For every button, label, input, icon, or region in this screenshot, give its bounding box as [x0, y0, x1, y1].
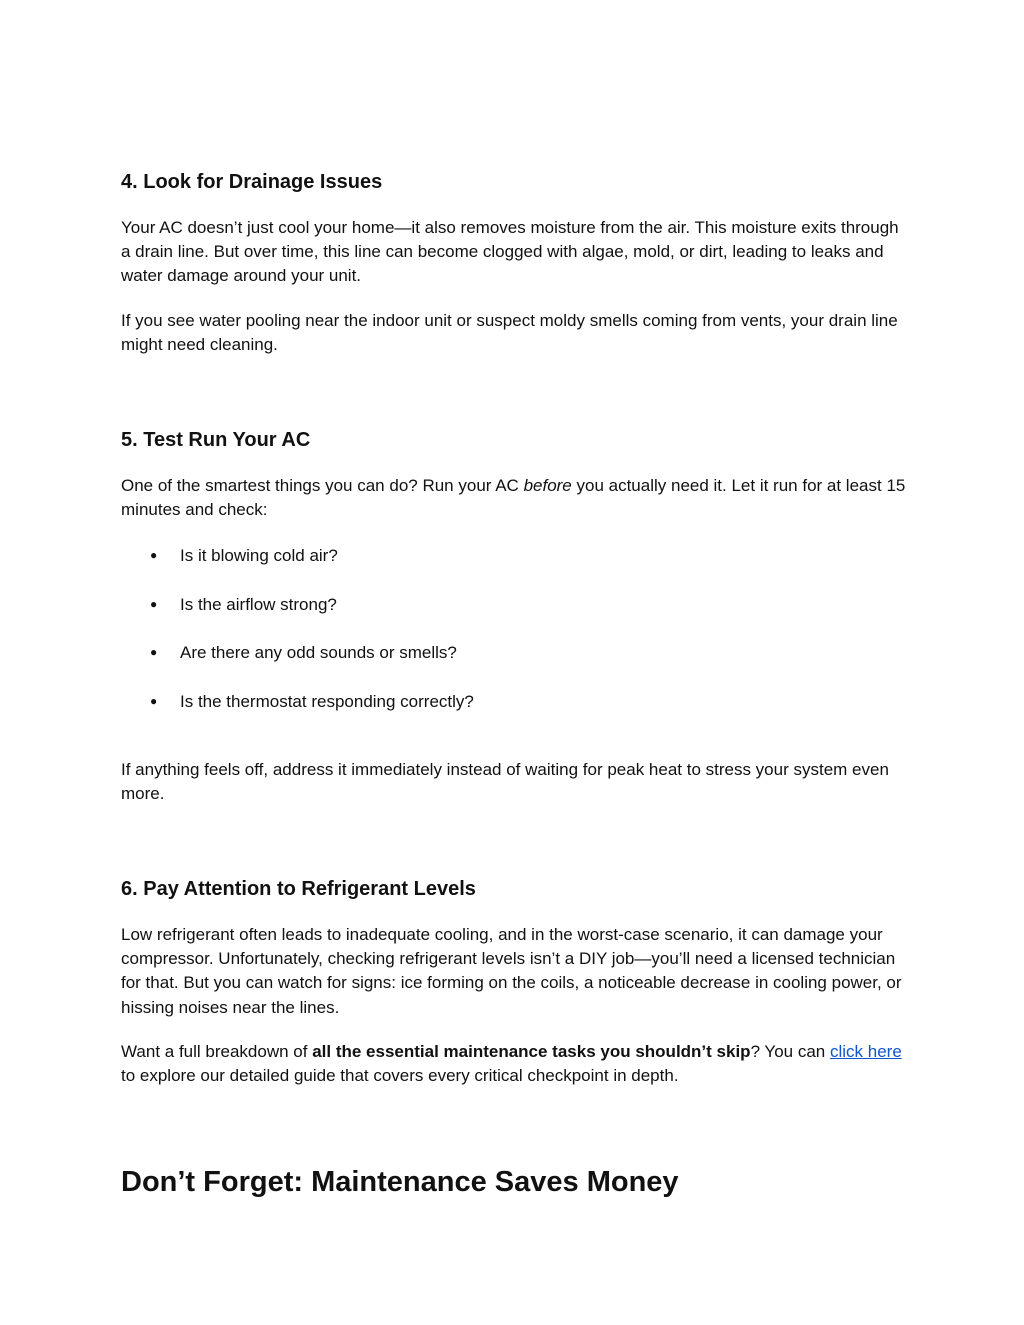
bullet-icon: ●	[150, 694, 158, 708]
checklist-item	[150, 543, 338, 568]
section-4-paragraph-1: Your AC doesn’t just cool your home—it also removes moisture from the air. This moisture exits through a drain line. But over time, this line can become clogged with algae, mold, or dirt, leading to leaks and water damage around your unit.	[121, 218, 899, 286]
click-here-link[interactable]: click here	[829, 1042, 902, 1061]
checklist-item	[150, 640, 457, 665]
section-4-paragraph-2: If you see water pooling near the indoor unit or suspect moldy smells coming from vents, your drain line might need cleaning.	[121, 311, 898, 355]
checklist-item-text: Is the thermostat responding correctly?	[180, 692, 474, 711]
section-6-paragraph-1: Low refrigerant often leads to inadequate cooling, and in the worst-case scenario, it can damage your compressor. Unfortunately, checking refrigerant levels isn’t a DIY job—you’ll need a licensed technician for that. But you can watch for signs: ice forming on the coils, a noticeable decrease in cooling power, or hissing noises near the lines.	[121, 925, 902, 1017]
section-6-p2-mid: ? You can	[750, 1042, 830, 1061]
checklist-item-text: Are there any odd sounds or smells?	[180, 643, 457, 662]
bullet-icon: ●	[150, 548, 158, 562]
section-5-outro: If anything feels off, address it immediately instead of waiting for peak heat to stress your system even more.	[121, 760, 889, 804]
section-4-heading: 4. Look for Drainage Issues	[121, 171, 383, 193]
section-5-intro-end: you actually need it. Let it run for at least 15 minutes and check:	[121, 476, 906, 520]
section-6-p2-end: to explore our detailed guide that covers every critical checkpoint in depth.	[121, 1066, 679, 1086]
section-6-heading: 6. Pay Attention to Refrigerant Levels	[121, 878, 476, 900]
closing-heading: Don’t Forget: Maintenance Saves Money	[121, 1166, 679, 1198]
checklist-item-text: Is the airflow strong?	[180, 595, 337, 614]
section-5-intro-emphasis: before	[523, 476, 572, 495]
section-5-intro	[121, 474, 911, 522]
bullet-icon: ●	[150, 645, 158, 659]
section-6-paragraph-2	[121, 1040, 911, 1088]
section-5-intro-start: One of the smartest things you can do? Run your AC	[121, 476, 524, 495]
section-6-p2-bold: all the essential maintenance tasks you shouldn’t skip	[312, 1042, 751, 1061]
section-5-heading: 5. Test Run Your AC	[121, 429, 311, 451]
section-6-p2-start: Want a full breakdown of	[121, 1042, 313, 1061]
bullet-icon: ●	[150, 597, 158, 611]
checklist-item	[150, 592, 337, 617]
checklist-item	[150, 689, 474, 714]
checklist-item-text: Is it blowing cold air?	[180, 546, 338, 565]
